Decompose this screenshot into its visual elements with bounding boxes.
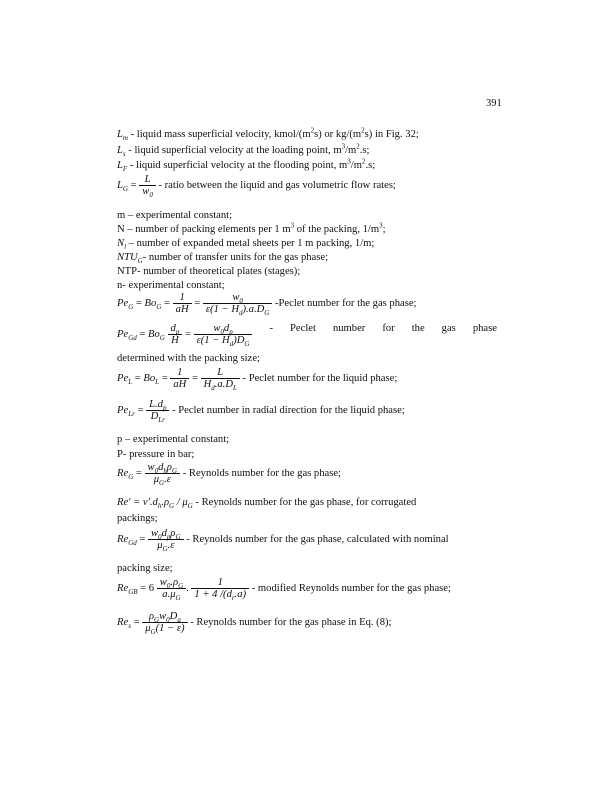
def-ReGd-cont: packing size; bbox=[117, 563, 173, 574]
def-P: P- pressure in bar; bbox=[117, 449, 195, 460]
def-PeGd-cont: determined with the packing size; bbox=[117, 353, 260, 364]
def-Reprime-cont: packings; bbox=[117, 513, 158, 524]
def-PeG: $Pe_G = Bo_G$ = $\frac{1}{aH}$ = $\frac{w_0}{\varepsilon(1 - H_d).a.D_G}$ -Peclet number for the gas phase; bbox=[117, 292, 417, 318]
fraction: $\frac{L}{w_0}$ bbox=[139, 174, 156, 197]
def-PeGd: $Pe_{Gd} = Bo_G$ $\frac{d_p}{H}$ = $\frac{w_0d_p}{\varepsilon(1 - H_d)D_G}$ - Peclet number for the gas phase bbox=[117, 323, 497, 349]
def-N: N – number of packing elements per 1 $m^3$ of the packing, $1/m^3$; bbox=[117, 221, 386, 235]
def-n: n- experimental constant; bbox=[117, 280, 225, 291]
def-NTP: NTP- number of theoretical plates (stages); bbox=[117, 266, 301, 277]
page-number: 391 bbox=[486, 98, 502, 109]
def-NL: $N_l$ – number of expanded metal sheets per 1 m packing, 1/m; bbox=[117, 238, 375, 252]
def-Res: $Re_s$ = $\frac{\rho_Gw_0D_a}{\mu_G(1 - \varepsilon)}$ - Reynolds number for the gas phase in Eq. (8); bbox=[117, 611, 392, 637]
def-ReG: $Re_G$ = $\frac{w_0d_h\rho_G}{\mu_G.\varepsilon}$ - Reynolds number for the gas phase; bbox=[117, 462, 341, 488]
def-PeL: $Pe_L = Bo_L$ = $\frac{1}{aH}$ = $\frac{L}{H_d.a.D_L}$ - Peclet number for the liquid phase; bbox=[117, 367, 398, 393]
def-PeLr: $Pe_{Lr}$ = $\frac{L.d_p}{D_{Lr}}$ - Peclet number in radial direction for the liquid phase; bbox=[117, 399, 405, 425]
def-ReGd: $Re_{Gd}$ = $\frac{w_0d_p\rho_G}{\mu_G.\varepsilon}$ - Reynolds number for the gas phase, calculated with nominal bbox=[117, 528, 449, 554]
def-NTUG: $NTU_G-$ number of transfer units for the gas phase; bbox=[117, 252, 329, 266]
def-m: m – experimental constant; bbox=[117, 210, 233, 221]
def-Reprime: $Re' = v'.d_h.\rho_G / \mu_G$ - Reynolds number for the gas phase, for corrugated bbox=[117, 497, 417, 511]
def-LF: $L_F$ - liquid superficial velocity at the flooding point, $m^3/m^2.s$; bbox=[117, 157, 376, 174]
def-Ls: $L_s$ - liquid superficial velocity at the loading point, $m^3/m^2.s$; bbox=[117, 142, 370, 159]
def-Lm: $L_m$ - liquid mass superficial velocity, kmol/$(m^2s)$ or $kg/(m^2s)$ in Fig. 32; bbox=[117, 126, 419, 143]
def-p: p – experimental constant; bbox=[117, 434, 230, 445]
def-ReGB: $Re_{GB} = 6$ $\frac{w_0.\rho_G}{a.\mu_G}$ . $\frac{1}{1 + 4 /(d_r.a)}$ - modified Reynolds number for the gas phase; bbox=[117, 577, 451, 603]
def-LG: $L_G$ = $\frac{L}{w_0}$ - ratio between the liquid and gas volumetric flow rates; bbox=[117, 174, 396, 200]
